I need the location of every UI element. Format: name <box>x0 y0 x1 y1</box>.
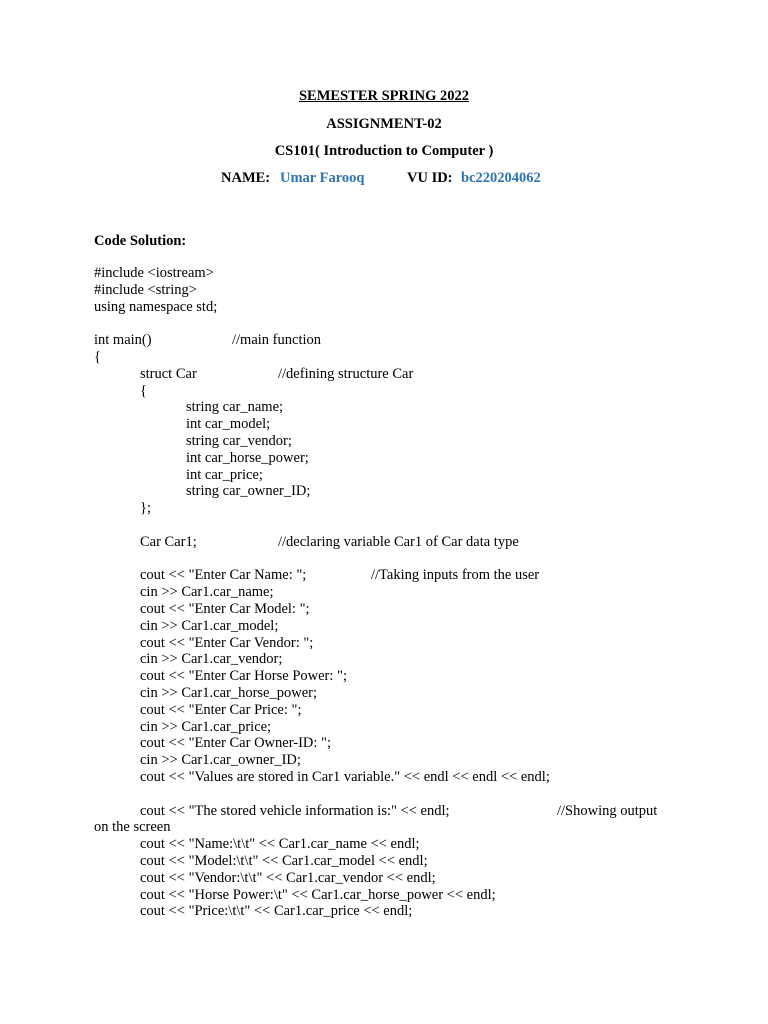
code-line: string car_vendor; <box>186 433 292 449</box>
code-line: cout << "Enter Car Horse Power: "; <box>140 668 347 684</box>
code-line: cout << "Name:\t\t" << Car1.car_name << endl; <box>140 836 420 852</box>
code-line: #include <string> <box>94 282 197 298</box>
code-line: { <box>94 349 101 365</box>
code-line: int car_model; <box>186 416 271 432</box>
code-line: int main() <box>94 332 152 348</box>
code-comment: //defining structure Car <box>278 366 414 382</box>
id-label: VU ID: <box>407 170 453 186</box>
course-title: CS101( Introduction to Computer ) <box>274 143 494 159</box>
code-line: cin >> Car1.car_price; <box>140 719 272 735</box>
code-line: cin >> Car1.car_name; <box>140 584 274 600</box>
code-line: cout << "The stored vehicle information is:" << endl; <box>140 803 450 819</box>
code-line: cin >> Car1.car_model; <box>140 618 279 634</box>
code-comment: //declaring variable Car1 of Car data type <box>278 534 519 550</box>
code-line: using namespace std; <box>94 299 218 315</box>
code-line: cout << "Price:\t\t" << Car1.car_price << endl; <box>140 903 413 919</box>
code-line: on the screen <box>94 819 171 835</box>
assignment-title: ASSIGNMENT-02 <box>326 116 442 132</box>
code-line: struct Car <box>140 366 197 382</box>
code-line: string car_owner_ID; <box>186 483 311 499</box>
code-line: Car Car1; <box>140 534 197 550</box>
code-line: int car_price; <box>186 467 263 483</box>
code-solution-heading: Code Solution: <box>94 233 187 249</box>
code-line: int car_horse_power; <box>186 450 309 466</box>
code-line: { <box>140 383 147 399</box>
code-line: cout << "Enter Car Model: "; <box>140 601 310 617</box>
name-value: Umar Farooq <box>280 170 365 186</box>
code-line: cout << "Values are stored in Car1 variable." << endl << endl << endl; <box>140 769 550 785</box>
name-label: NAME: <box>221 170 271 186</box>
code-line: }; <box>140 500 151 516</box>
code-line: cout << "Enter Car Owner-ID: "; <box>140 735 331 751</box>
code-line: cout << "Enter Car Price: "; <box>140 702 302 718</box>
code-comment: //Showing output <box>557 803 658 819</box>
code-line: #include <iostream> <box>94 265 214 281</box>
code-line: cout << "Enter Car Name: "; <box>140 567 307 583</box>
code-line: cin >> Car1.car_horse_power; <box>140 685 318 701</box>
code-line: cout << "Vendor:\t\t" << Car1.car_vendor << endl; <box>140 870 436 886</box>
code-line: string car_name; <box>186 399 284 415</box>
code-line: cout << "Model:\t\t" << Car1.car_model << endl; <box>140 853 428 869</box>
code-line: cout << "Horse Power:\t" << Car1.car_horse_power << endl; <box>140 887 496 903</box>
code-line: cin >> Car1.car_owner_ID; <box>140 752 301 768</box>
semester-title: SEMESTER SPRING 2022 <box>298 88 469 104</box>
code-line: cout << "Enter Car Vendor: "; <box>140 635 314 651</box>
code-comment: //Taking inputs from the user <box>371 567 540 583</box>
id-value: bc220204062 <box>461 170 541 186</box>
code-line: cin >> Car1.car_vendor; <box>140 651 283 667</box>
code-comment: //main function <box>232 332 321 348</box>
